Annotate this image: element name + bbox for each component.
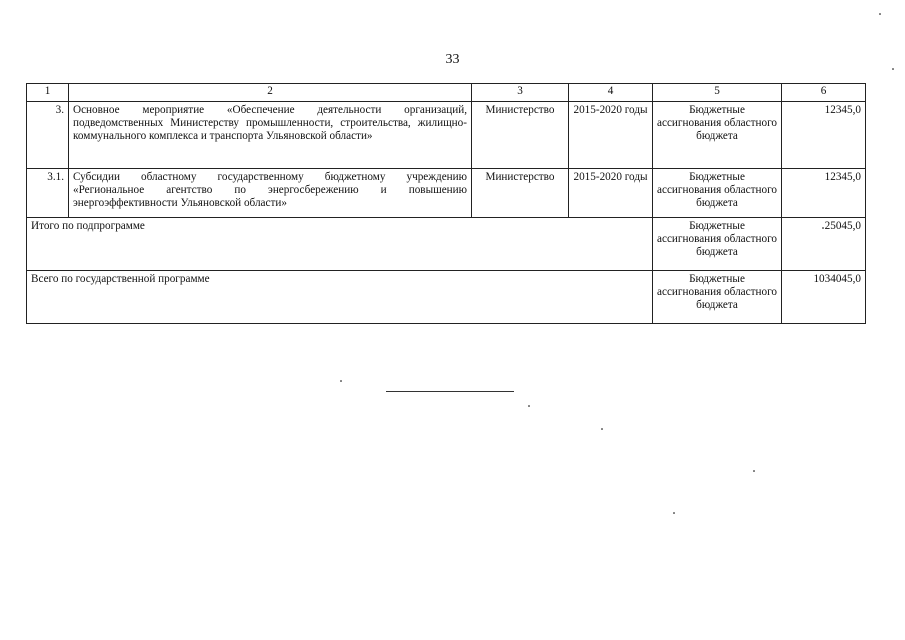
program-table [26, 83, 866, 324]
amount: 12345,0 [782, 169, 866, 218]
grand-total-amount: 1034045,0 [782, 271, 866, 324]
closing-rule [386, 391, 514, 392]
subtotal-label: Итого по подпрограмме [27, 218, 653, 271]
table-header-row [27, 84, 866, 102]
column-header-6: 6 [782, 84, 866, 102]
column-header-2: 2 [69, 84, 472, 102]
grand-total-row [27, 271, 866, 324]
scan-speck [340, 380, 342, 382]
row-number: 3.1. [27, 169, 69, 218]
period: 2015-2020 годы [569, 169, 653, 218]
table-row [27, 169, 866, 218]
scan-speck [601, 428, 603, 430]
page-number: 33 [445, 52, 460, 67]
funding-source: Бюджетные ассигнования областного бюджета [653, 102, 782, 169]
period: 2015-2020 годы [569, 102, 653, 169]
scan-speck [822, 227, 824, 229]
scan-speck [879, 13, 881, 15]
scan-speck [753, 470, 755, 472]
subtotal-row [27, 218, 866, 271]
amount: 12345,0 [782, 102, 866, 169]
column-header-1: 1 [27, 84, 69, 102]
executor: Министерство [472, 169, 569, 218]
column-header-4: 4 [569, 84, 653, 102]
row-number: 3. [27, 102, 69, 169]
subtotal-amount: 25045,0 [782, 218, 866, 271]
scan-speck [673, 512, 675, 514]
activity-name: Основное мероприятие «Обеспечение деятельности организаций, подведомственных Министерству промышленности, строительства, жилищно-коммунального комплекса и транспорта Ульяновской области» [69, 102, 472, 169]
grand-total-label: Всего по государственной программе [27, 271, 653, 324]
scan-speck [528, 405, 530, 407]
activity-name: Субсидии областному государственному бюджетному учреждению «Региональное агентство по энергосбережению и повышению энергоэффективности Ульяновской области» [69, 169, 472, 218]
column-header-3: 3 [472, 84, 569, 102]
grand-total-funding-source: Бюджетные ассигнования областного бюджета [653, 271, 782, 324]
column-header-5: 5 [653, 84, 782, 102]
subtotal-funding-source: Бюджетные ассигнования областного бюджета [653, 218, 782, 271]
funding-source: Бюджетные ассигнования областного бюджета [653, 169, 782, 218]
scan-speck [892, 68, 894, 70]
executor: Министерство [472, 102, 569, 169]
table-row [27, 102, 866, 169]
